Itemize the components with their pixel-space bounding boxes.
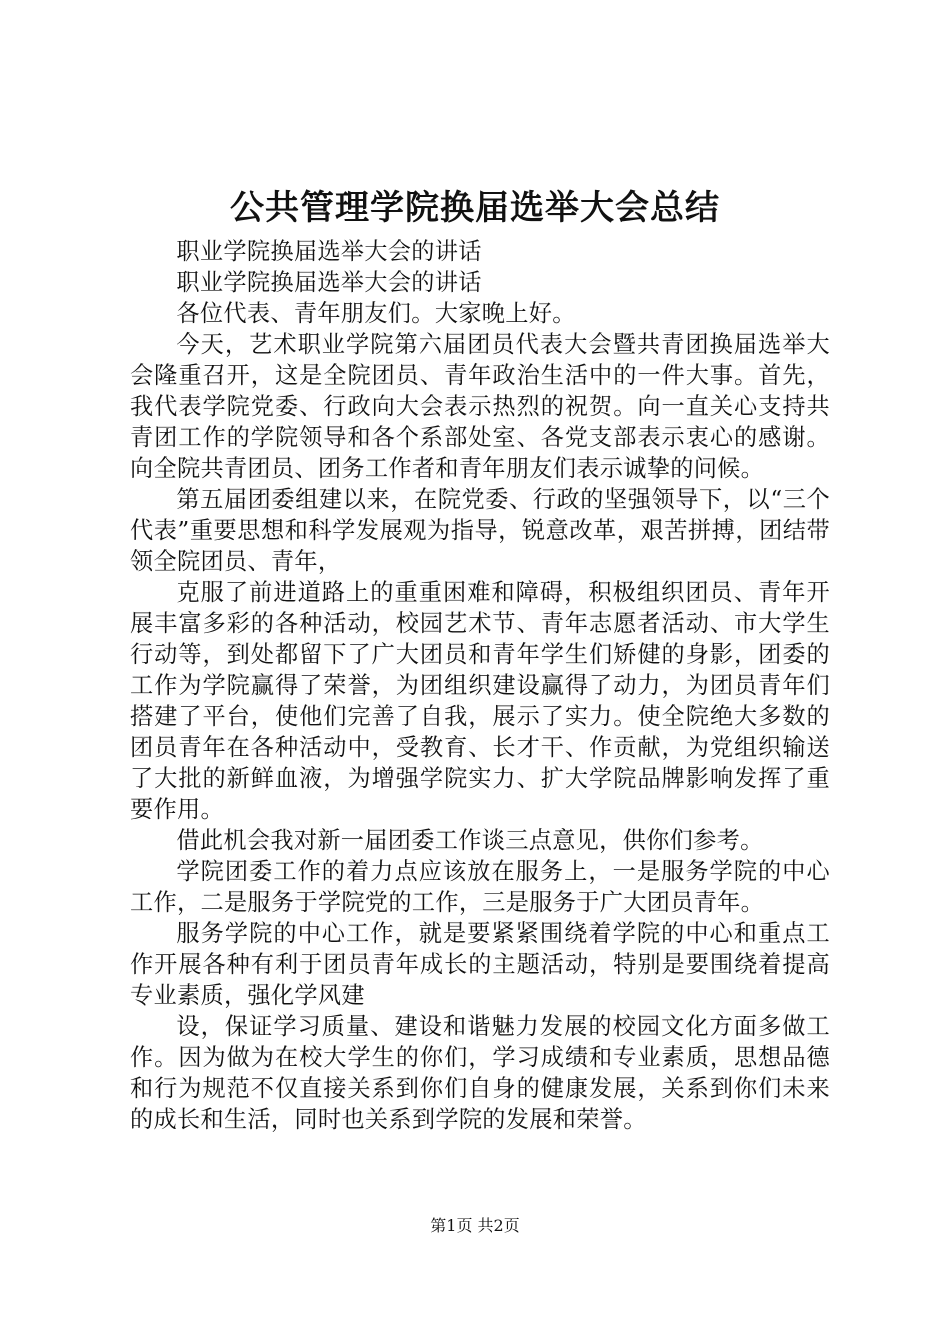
paragraph: 设，保证学习质量、建设和谐魅力发展的校园文化方面多做工作。因为做为在校大学生的你们，学习成绩和专业素质，思想品德和行为规范不仅直接关系到你们自身的健康发展，关系到你们未来的成长和生活，同时也关系到学院的发展和荣誉。 [130,1013,830,1133]
paragraph: 克服了前进道路上的重重困难和障碍，积极组织团员、青年开展丰富多彩的各种活动，校园艺术节、青年志愿者活动、市大学生行动等，到处都留下了广大团员和青年学生们矫健的身影，团委的工作为学院赢得了荣誉，为团组织建设赢得了动力，为团员青年们搭建了平台，使他们完善了自我，展示了实力。使全院绝大多数的团员青年在各种活动中，受教育、长才干、作贡献，为党组织输送了大批的新鲜血液，为增强学院实力、扩大学院品牌影响发挥了重要作用。 [130,579,830,823]
paragraph: 职业学院换届选举大会的讲话 [176,269,482,296]
document-title: 公共管理学院换届选举大会总结 [230,188,720,228]
paragraph: 第五届团委组建以来，在院党委、行政的坚强领导下，以“三个代表”重要思想和科学发展观为指导，锐意改革，艰苦拼搏，团结带领全院团员、青年， [130,486,830,575]
paragraph: 职业学院换届选举大会的讲话 [176,238,482,265]
page-number-footer: 第1页 共2页 [430,1216,520,1235]
paragraph: 各位代表、青年朋友们。大家晚上好。 [176,300,576,327]
paragraph: 今天，艺术职业学院第六届团员代表大会暨共青团换届选举大会隆重召开，这是全院团员、青年政治生活中的一件大事。首先，我代表学院党委、行政向大会表示热烈的祝贺。向一直关心支持共青团工作的学院领导和各个系部处室、各党支部表示衷心的感谢。向全院共青团员、团务工作者和青年朋友们表示诚挚的问候。 [130,331,830,482]
paragraph: 学院团委工作的着力点应该放在服务上，一是服务学院的中心工作，二是服务于学院党的工作，三是服务于广大团员青年。 [130,858,830,916]
paragraph: 借此机会我对新一届团委工作谈三点意见，供你们参考。 [176,827,764,854]
document-body [130,236,830,1135]
paragraph: 服务学院的中心工作，就是要紧紧围绕着学院的中心和重点工作开展各种有利于团员青年成长的主题活动，特别是要围绕着提高专业素质，强化学风建 [130,920,830,1009]
